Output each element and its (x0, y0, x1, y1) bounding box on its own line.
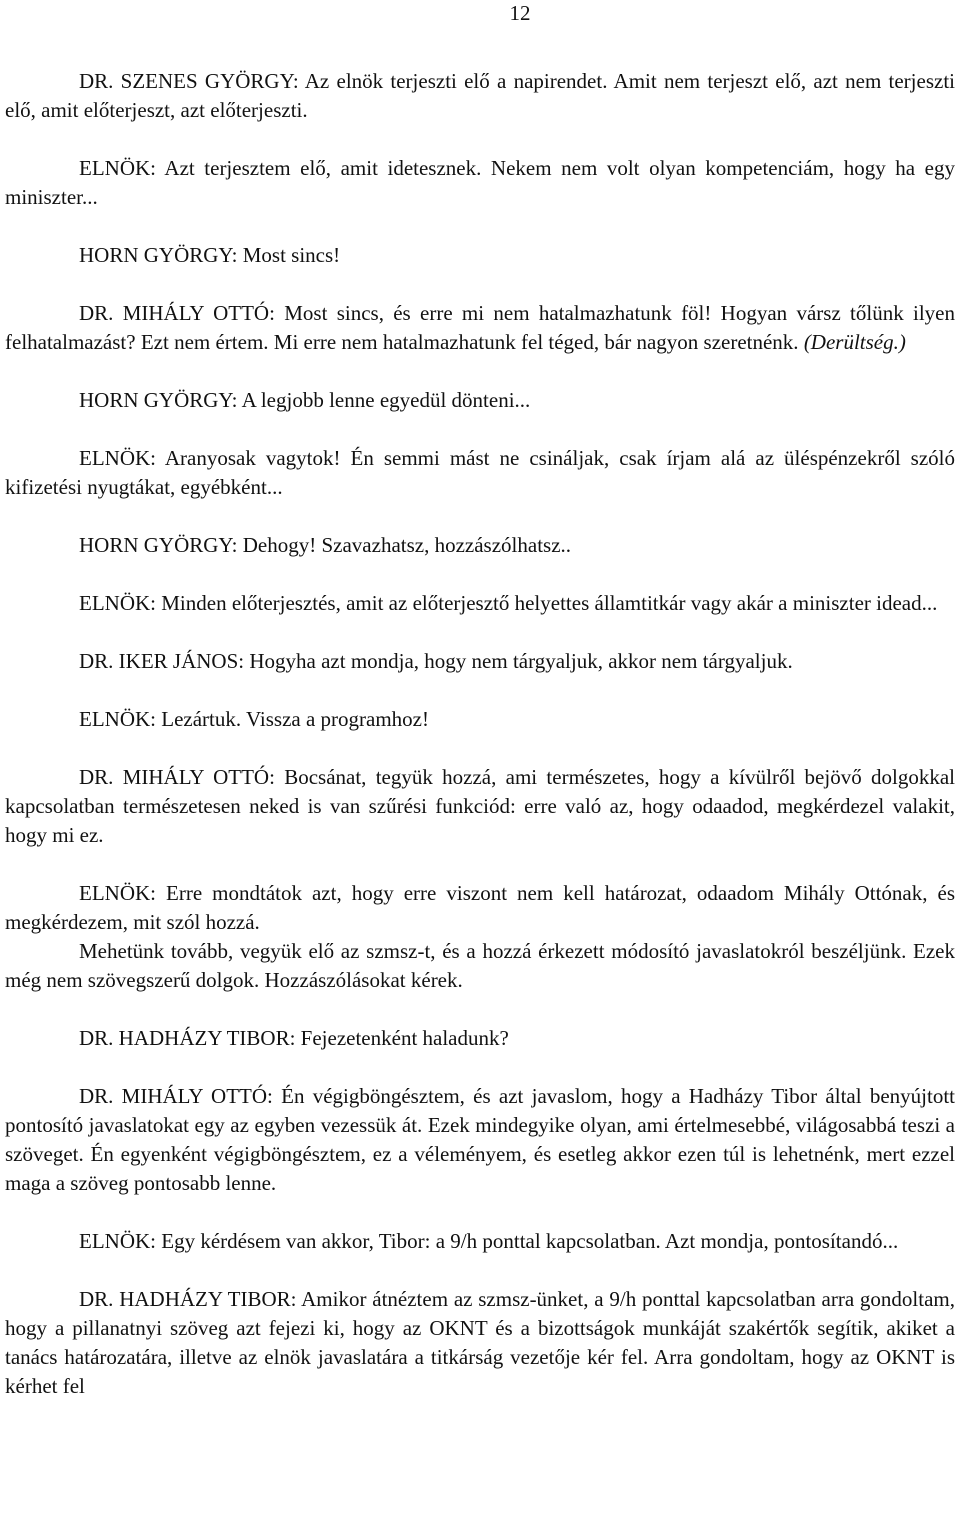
transcript-paragraph (5, 937, 955, 995)
speaker-name: HORN GYÖRGY: (79, 533, 238, 557)
speaker-name: ELNÖK: (79, 156, 156, 180)
paragraph-text: Hogyha azt mondja, hogy nem tárgyaljuk, akkor nem tárgyaljuk. (244, 649, 793, 673)
paragraph-text: Fejezetenként haladunk? (295, 1026, 509, 1050)
speaker-name: ELNÖK: (79, 591, 156, 615)
transcript-paragraph (5, 386, 955, 415)
paragraph-text: Erre mondtátok azt, hogy erre viszont nem kell határozat, odaadom Mihály Ottónak, és megkérdezem, mit szól hozzá. (5, 881, 955, 934)
paragraph-text: Az elnök terjeszti elő a napirendet. Amit nem terjeszt elő, azt nem terjeszti elő, amit előterjeszt, azt előterjeszti. (5, 69, 955, 122)
transcript-paragraph (5, 299, 955, 357)
speaker-name: DR. MIHÁLY OTTÓ: (79, 301, 275, 325)
speaker-name: DR. SZENES GYÖRGY: (79, 69, 299, 93)
transcript-paragraph (5, 763, 955, 850)
speaker-name: DR. HADHÁZY TIBOR: (79, 1026, 296, 1050)
paragraph-text: Aranyosak vagytok! Én semmi mást ne csináljak, csak írjam alá az üléspénzekről szóló kifizetési nyugtákat, egyébként... (5, 446, 955, 499)
paragraph-text: A legjobb lenne egyedül dönteni... (237, 388, 531, 412)
transcript-paragraph (5, 705, 955, 734)
paragraph-text: Bocsánat, tegyük hozzá, ami természetes, hogy a kívülről bejövő dolgokkal kapcsolatban természetesen neked is van szűrési funkciód: erre való az, hogy odaadod, megkérdezel valakit, hogy mi ez. (5, 765, 955, 847)
speaker-name: ELNÖK: (79, 881, 156, 905)
stage-remark: (Derültség.) (803, 330, 906, 354)
speaker-name: HORN GYÖRGY: (79, 243, 238, 267)
paragraph-text: Dehogy! Szavazhatsz, hozzászólhatsz.. (237, 533, 572, 557)
speaker-name: DR. MIHÁLY OTTÓ: (79, 765, 275, 789)
speaker-name: ELNÖK: (79, 707, 156, 731)
paragraph-text: Minden előterjesztés, amit az előterjesztő helyettes államtitkár vagy akár a miniszter idead... (156, 591, 938, 615)
paragraph-text: Mehetünk tovább, vegyük elő az szmsz-t, és a hozzá érkezett módosító javaslatokról beszéljünk. Ezek még nem szövegszerű dolgok. Hozzászólásokat kérek. (5, 939, 955, 992)
paragraph-text: Most sincs! (237, 243, 341, 267)
speaker-name: ELNÖK: (79, 446, 156, 470)
transcript-paragraph (5, 1227, 955, 1256)
transcript-paragraph (5, 1024, 955, 1053)
speaker-name: ELNÖK: (79, 1229, 156, 1253)
speaker-name: HORN GYÖRGY: (79, 388, 238, 412)
paragraph-text: Lezártuk. Vissza a programhoz! (156, 707, 429, 731)
speaker-name: DR. IKER JÁNOS: (79, 649, 245, 673)
transcript-paragraph (5, 589, 955, 618)
transcript-paragraph (5, 531, 955, 560)
paragraph-text: Most sincs, és erre mi nem hatalmazhatunk föl! Hogyan vársz tőlünk ilyen felhatalmazást? Ezt nem értem. Mi erre nem hatalmazhatunk fel téged, bár nagyon szeretnénk. (5, 301, 955, 354)
transcript-paragraph (5, 1082, 955, 1198)
transcript-body (5, 67, 955, 1430)
transcript-paragraph (5, 444, 955, 502)
transcript-paragraph (5, 154, 955, 212)
speaker-name: DR. HADHÁZY TIBOR: (79, 1287, 297, 1311)
transcript-paragraph (5, 647, 955, 676)
transcript-paragraph (5, 241, 955, 270)
transcript-paragraph (5, 67, 955, 125)
transcript-paragraph (5, 1285, 955, 1401)
page-number: 12 (509, 1, 531, 25)
paragraph-text: Azt terjesztem elő, amit idetesznek. Nekem nem volt olyan kompetenciám, hogy ha egy miniszter... (5, 156, 955, 209)
speaker-name: DR. MIHÁLY OTTÓ: (79, 1084, 273, 1108)
transcript-paragraph (5, 879, 955, 937)
paragraph-text: Egy kérdésem van akkor, Tibor: a 9/h ponttal kapcsolatban. Azt mondja, pontosítandó... (156, 1229, 899, 1253)
paragraph-text: Én végigböngésztem, és azt javaslom, hogy a Hadházy Tibor által benyújtott pontosító javaslatokat egy az egyben vezessük át. Ezek mindegyike olyan, ami értelmesebbé, világosabbá teszi a szöveget. Én egyenként végigböngésztem, ez a véleményem, és esetleg akkor ezen túl is lehetnénk, mert ezzel maga a szöveg pontosabb lenne. (5, 1084, 955, 1195)
paragraph-text: Amikor átnéztem az szmsz-ünket, a 9/h ponttal kapcsolatban arra gondoltam, hogy a pillanatnyi szöveg azt fejezi ki, hogy az OKNT és a bizottságok munkáját szakértők segítik, akiket a tanács határozatára, illetve az elnök javaslatára a titkárság vezetője kér fel. Arra gondoltam, hogy az OKNT is kérhet fel (5, 1287, 956, 1398)
